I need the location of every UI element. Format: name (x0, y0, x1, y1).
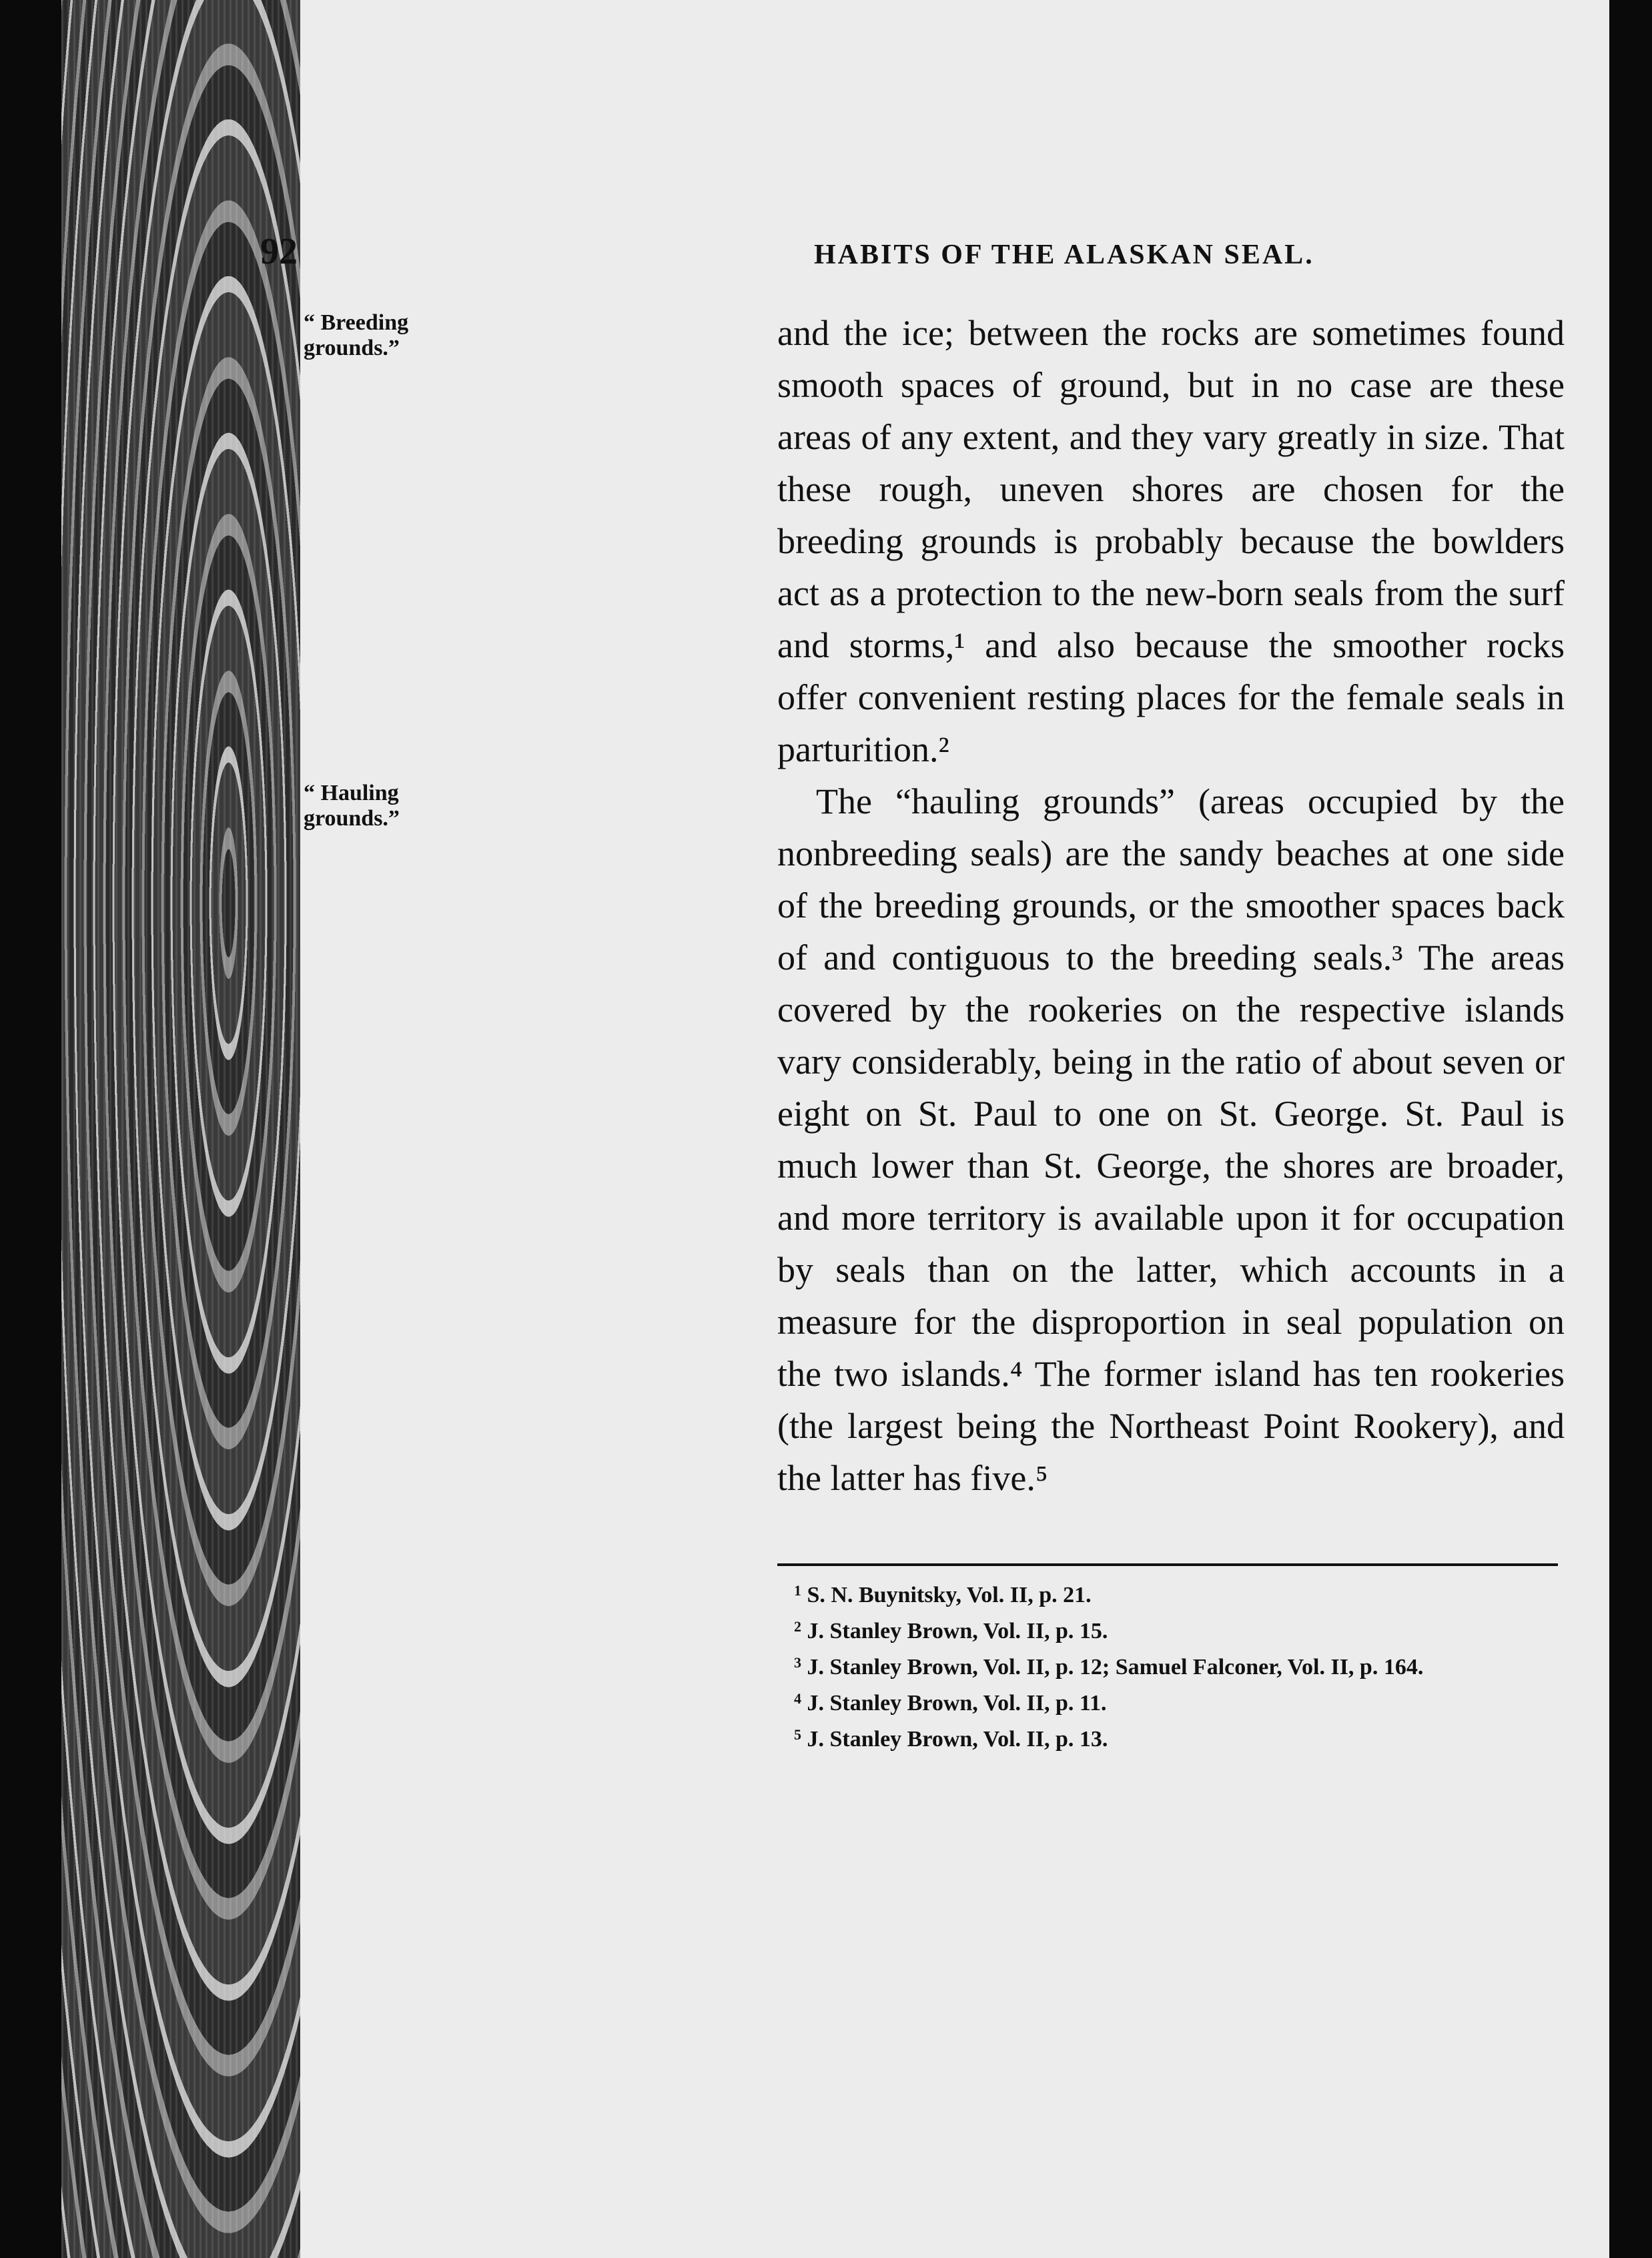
footnote-mark: 4 (794, 1690, 801, 1707)
body-text (777, 307, 1565, 1504)
footnote-text: J. Stanley Brown, Vol. II, p. 15. (807, 1619, 1108, 1643)
footnote-text: S. N. Buynitsky, Vol. II, p. 21. (807, 1583, 1092, 1607)
margin-note-hauling-grounds: “ Hauling grounds.” (304, 781, 400, 831)
footnote-text: J. Stanley Brown, Vol. II, p. 12; Samuel Falconer, Vol. II, p. 164. (807, 1655, 1424, 1679)
footnote (794, 1611, 1568, 1647)
footnote-mark: 3 (794, 1654, 801, 1671)
footnote-mark: 1 (794, 1582, 801, 1599)
footnote (794, 1575, 1568, 1611)
running-head: HABITS OF THE ALASKAN SEAL. (814, 240, 1314, 270)
footnote-text: J. Stanley Brown, Vol. II, p. 13. (807, 1727, 1108, 1752)
page-number: 92 (260, 231, 298, 272)
footnote (794, 1683, 1568, 1719)
footnotes (794, 1575, 1568, 1755)
footnote-text: J. Stanley Brown, Vol. II, p. 11. (807, 1691, 1107, 1716)
footnote (794, 1647, 1568, 1683)
margin-note-breeding-grounds: “ Breeding grounds.” (304, 310, 409, 360)
footnote-rule (777, 1563, 1558, 1566)
marbled-page-edge (61, 0, 300, 2258)
footnote (794, 1719, 1568, 1755)
paragraph: and the ice; between the rocks are sometimes found smooth spaces of ground, but in no case are these areas of any extent, and they vary greatly in size. That these rough, uneven shores are chosen for the breeding grounds is probably because the bowlders act as a protection to the new-born seals from the surf and storms,¹ and also because the smoother rocks offer convenient resting places for the female seals in parturition.² (777, 313, 1565, 769)
footnote-mark: 5 (794, 1726, 801, 1743)
paragraph: The “hauling grounds” (areas occupied by the nonbreeding seals) are the sandy beaches at one side of the breeding grounds, or the smoother spaces back of and contiguous to the breeding seals.³ The areas covered by the rookeries on the respective islands vary considerably, being in the ratio of about seven or eight on St. Paul to one on St. George. St. Paul is much lower than St. George, the shores are broader, and more territory is available upon it for occupation by seals than on the latter, which accounts in a measure for the disproportion in seal population on the two islands.⁴ The former island has ten rookeries (the largest being the Northeast Point Rookery), and the latter has five.⁵ (777, 781, 1565, 1498)
footnote-mark: 2 (794, 1618, 801, 1635)
